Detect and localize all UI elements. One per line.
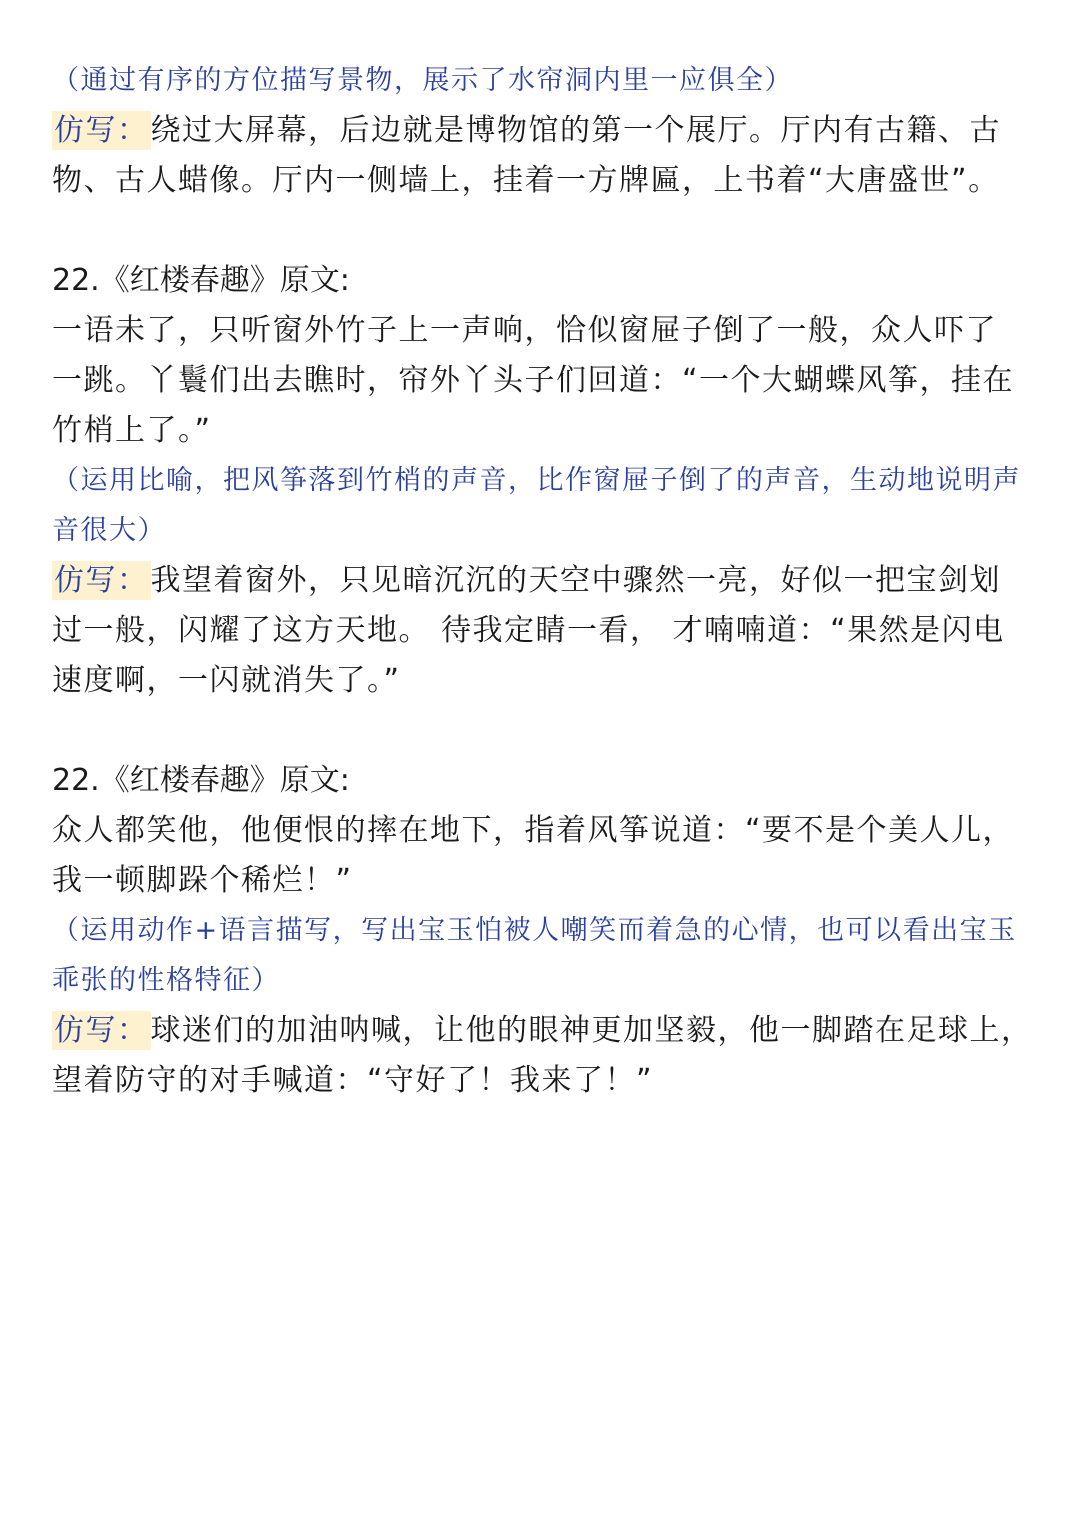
note-paragraph <box>52 56 1032 106</box>
section-spacer <box>52 206 1032 256</box>
document-page <box>52 56 1032 1106</box>
imitation-line: 速度啊，一闪就消失了。” <box>52 663 401 698</box>
imitation-label: 仿写： <box>54 563 149 598</box>
imitation-line: 望着防守的对手喊道：“守好了！我来了！” <box>52 1063 654 1098</box>
original-line: 一跳。丫鬟们出去瞧时，帘外丫头子们回道：“一个大蝴蝶风筝，挂在 <box>52 363 1015 398</box>
section-heading: 22.《红楼春趣》原文: <box>52 763 350 798</box>
note-line: （运用比喻，把风筝落到竹梢的声音，比作窗屉子倒了的声音，生动地说明声 <box>52 465 1021 496</box>
note-paragraph <box>52 906 1032 1006</box>
imitation-line <box>52 556 1032 606</box>
imitation-paragraph <box>52 556 1032 706</box>
imitation-label: 仿写： <box>54 113 149 148</box>
imitation-text: 球迷们的加油呐喊，让他的眼神更加坚毅，他一脚踏在足球上， <box>150 1013 1033 1048</box>
original-paragraph <box>52 306 1032 456</box>
original-paragraph <box>52 806 1032 906</box>
original-line: 众人都笑他，他便恨的摔在地下，指着风筝说道：“要不是个美人儿， <box>52 813 1015 848</box>
original-line: 我一顿脚跺个稀烂！” <box>52 863 353 898</box>
imitation-text: 绕过大屏幕，后边就是博物馆的第一个展厅。厅内有古籍、古 <box>150 113 1001 148</box>
imitation-paragraph <box>52 1006 1032 1106</box>
imitation-text: 我望着窗外，只见暗沉沉的天空中骤然一亮，好似一把宝剑划 <box>150 563 1001 598</box>
imitation-line <box>52 1006 1032 1056</box>
section-heading: 22.《红楼春趣》原文: <box>52 263 350 298</box>
original-line: 一语未了，只听窗外竹子上一声响，恰似窗屉子倒了一般，众人吓了 <box>52 313 997 348</box>
imitation-paragraph <box>52 106 1032 206</box>
imitation-label: 仿写： <box>54 1013 149 1048</box>
original-line: 竹梢上了。” <box>52 413 212 448</box>
imitation-line: 物、古人蜡像。厅内一侧墙上，挂着一方牌匾，上书着“大唐盛世”。 <box>52 163 1000 198</box>
imitation-line <box>52 106 1032 156</box>
note-line: （运用动作+语言描写，写出宝玉怕被人嘲笑而着急的心情，也可以看出宝玉 <box>52 915 1017 946</box>
section-spacer <box>52 706 1032 756</box>
note-line: 音很大） <box>52 515 166 546</box>
note-line: 乖张的性格特征） <box>52 965 280 996</box>
note-line: （通过有序的方位描写景物，展示了水帘洞内里一应俱全） <box>52 65 793 96</box>
note-paragraph <box>52 456 1032 556</box>
imitation-line: 过一般，闪耀了这方天地。 待我定睛一看， 才喃喃道：“果然是闪电 <box>52 613 1005 648</box>
